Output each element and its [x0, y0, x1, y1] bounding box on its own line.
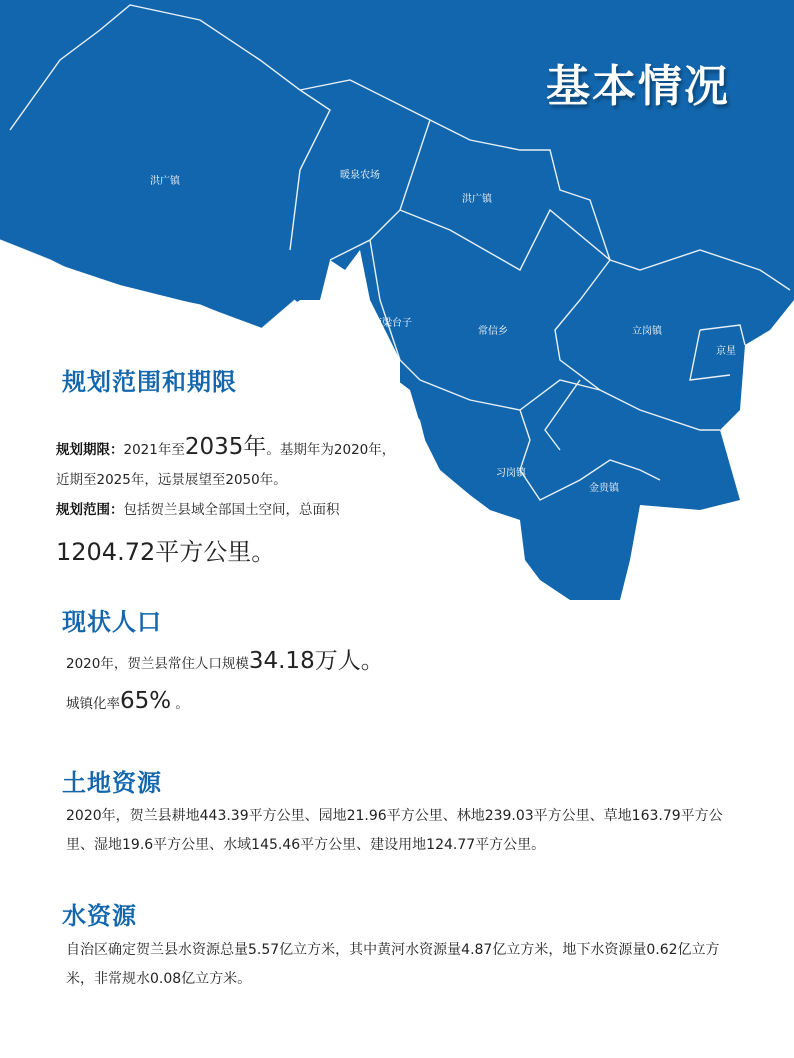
map-label-town: 南梁台子	[372, 318, 412, 329]
map-label-town: 京星	[716, 346, 736, 357]
scope-text: 包括贺兰县域全部国土空间，总面积	[123, 502, 340, 518]
planning-period-line2: 近期至2025年，远景展望至2050年。	[56, 472, 287, 488]
map-label-town: 习岗镇	[496, 468, 526, 479]
period-label: 规划期限：	[56, 442, 124, 458]
population-line2	[66, 688, 189, 714]
scope-area: 1204.72平方公里。	[56, 538, 276, 566]
period-post: 。基期年为2020年，	[266, 442, 396, 458]
map-label-town: 暖泉农场	[340, 170, 380, 181]
planning-heading: 规划范围和期限	[62, 368, 237, 396]
map-label-town: 金贵镇	[589, 483, 619, 494]
map-label-town: 洪广镇	[462, 194, 492, 205]
population-big: 34.18万人。	[248, 648, 384, 674]
land-heading: 土地资源	[62, 769, 162, 797]
population-heading: 现状人口	[62, 608, 162, 636]
urbanization-post: 。	[171, 696, 189, 712]
period-pre: 2021年至	[123, 442, 185, 458]
page-title: 基本情况	[546, 61, 730, 112]
water-heading: 水资源	[62, 902, 137, 930]
map-label-town: 常信乡	[478, 326, 508, 337]
planning-scope	[56, 498, 340, 518]
planning-period	[56, 428, 395, 461]
map-label-town: 洪广镇	[150, 176, 180, 187]
population-pre: 2020年，贺兰县常住人口规模	[66, 656, 249, 672]
water-text: 自治区确定贺兰县水资源总量5.57亿立方米，其中黄河水资源量4.87亿立方米，地下水资源量0.62亿立方米，非常规水0.08亿立方米。	[66, 942, 720, 987]
urbanization-big: 65%	[120, 688, 172, 714]
period-big: 2035年	[184, 434, 267, 460]
population-line1	[66, 642, 384, 675]
map-label-town: 立岗镇	[632, 326, 662, 337]
scope-label: 规划范围：	[56, 502, 124, 518]
land-text: 2020年，贺兰县耕地443.39平方公里、园地21.96平方公里、林地239.03平方公里、草地163.79平方公里、湿地19.6平方公里、水域145.46平方公里、建设用地124.77平方公里。	[66, 808, 723, 853]
urbanization-pre: 城镇化率	[66, 696, 120, 712]
